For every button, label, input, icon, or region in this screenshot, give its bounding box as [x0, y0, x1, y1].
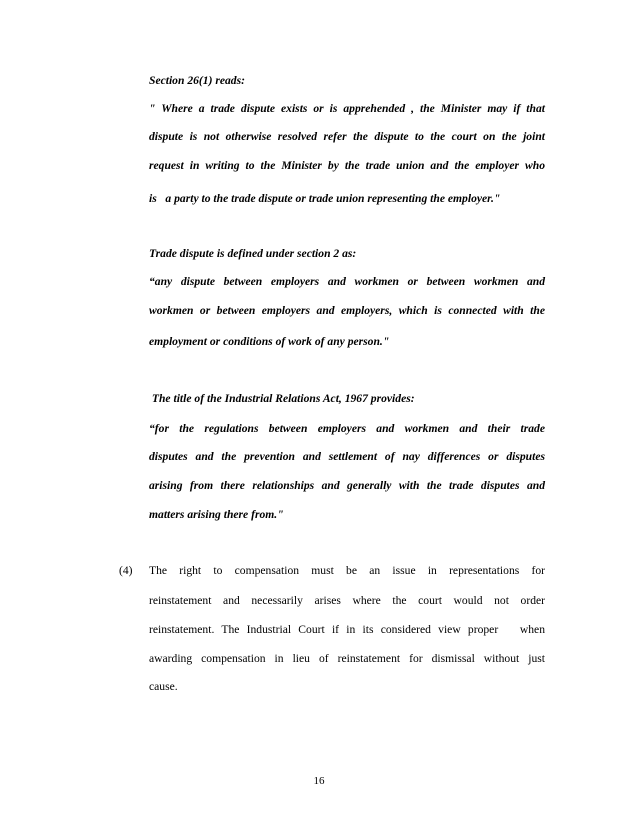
quote-line: “for the regulations between employers and workmen and their trade [149, 422, 545, 435]
quote-line: matters arising there from." [149, 508, 284, 521]
quote-line: arising from there relationships and generally with the trade disputes and [149, 479, 545, 492]
point-number: (4) [119, 564, 133, 577]
quote-line: " Where a trade dispute exists or is apprehended , the Minister may if that [149, 102, 545, 115]
section-26-heading: Section 26(1) reads: [149, 74, 245, 87]
quote-line: dispute is not otherwise resolved refer the dispute to the court on the joint [149, 130, 545, 143]
quote-line: request in writing to the Minister by the trade union and the employer who [149, 159, 545, 172]
quote-line: is a party to the trade dispute or trade union representing the employer." [149, 192, 501, 205]
paragraph-line: awarding compensation in lieu of reinstatement for dismissal without just [149, 652, 545, 665]
quote-line: disputes and the prevention and settlement of nay differences or disputes [149, 450, 545, 463]
paragraph-line: The right to compensation must be an issue in representations for [149, 564, 545, 577]
quote-line: “any dispute between employers and workmen or between workmen and [149, 275, 545, 288]
trade-dispute-heading: Trade dispute is defined under section 2 as: [149, 247, 357, 260]
paragraph-line: reinstatement and necessarily arises where the court would not order [149, 594, 545, 607]
quote-line: workmen or between employers and employers, which is connected with the [149, 304, 545, 317]
act-title-heading: The title of the Industrial Relations Act, 1967 provides: [149, 392, 415, 405]
page-number: 16 [313, 775, 325, 787]
paragraph-line: reinstatement. The Industrial Court if in its considered view proper when [149, 623, 545, 636]
quote-line: employment or conditions of work of any person." [149, 335, 390, 348]
paragraph-line: cause. [149, 680, 178, 693]
